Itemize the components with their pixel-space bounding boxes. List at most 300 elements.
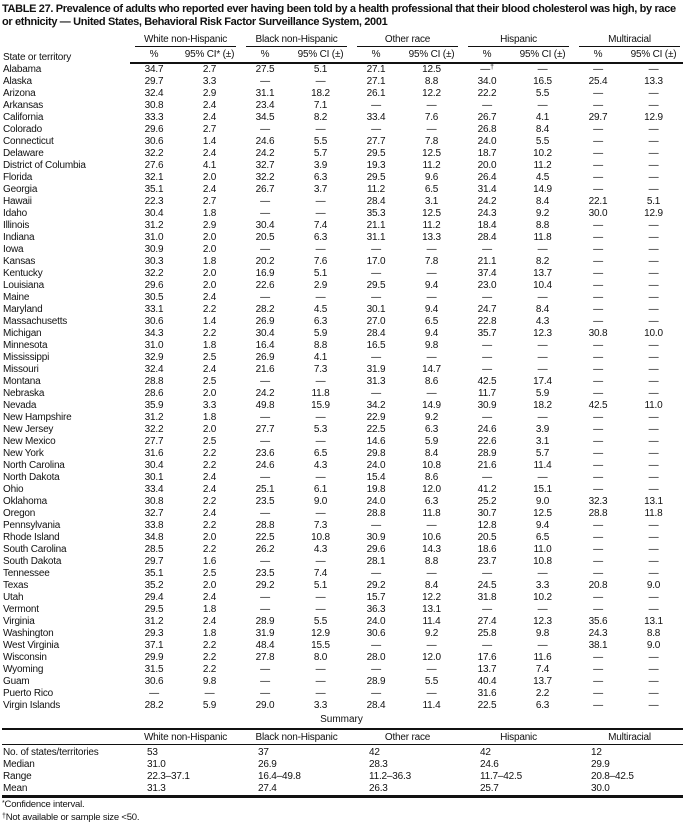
pct-value: 37.1 [144,640,164,651]
ci-value: — [426,640,437,651]
pct-value: 24.2 [255,148,275,159]
state-name: Missouri [3,364,39,375]
pct-value: 22.8 [477,316,497,327]
table-row [2,556,683,568]
ci-value: 6.3 [424,496,439,507]
pct-value: 31.2 [144,616,164,627]
group-header-hispanic: Hispanic [463,32,574,47]
ci-value: — [315,412,326,423]
pct-value: 28.8 [144,376,164,387]
pct-value: 28.9 [477,448,497,459]
state-name: Indiana [3,232,35,243]
ci-value: 2.4 [202,292,217,303]
pct-value: 22.6 [477,436,497,447]
ci-value: — [315,124,326,135]
ci-value: 13.7 [533,676,552,687]
ci-value: — [426,688,437,699]
state-name: Arkansas [3,100,44,111]
table-row [2,472,683,484]
state-column-header: State or territory [3,52,72,63]
pct-value: 26.4 [477,172,497,183]
pct-value: — [260,436,270,447]
table-row [2,280,683,292]
pct-value: 32.2 [144,268,164,279]
pct-value: 31.1 [255,88,275,99]
table-row [2,364,683,376]
ci-value: — [426,352,437,363]
pct-value: — [593,100,603,111]
ci-value: 12.3 [533,616,552,627]
ci-value: 2.2 [202,640,217,651]
ci-value: 5.1 [646,196,661,207]
pct-value: 31.2 [144,220,164,231]
ci-value: 16.5 [533,76,552,87]
pct-value: 33.4 [144,484,164,495]
pct-value: 34.8 [144,532,164,543]
pct-value: 32.7 [144,508,164,519]
ci-value: 2.4 [202,472,217,483]
pct-value: 31.6 [144,448,164,459]
table-row [2,676,683,688]
pct-value: — [260,124,270,135]
summary-value: 26.9 [258,759,277,770]
pct-value: — [593,376,603,387]
summary-header-black: Black non-Hispanic [241,729,352,745]
ci-value: 2.7 [202,64,217,75]
pct-value: 11.7 [478,388,496,399]
ci-value: — [204,688,215,699]
ci-value: 12.5 [422,208,441,219]
ci-value: 11.6 [533,652,552,663]
ci-value: 2.2 [202,448,217,459]
pct-value: 23.0 [477,280,497,291]
pct-value: 27.7 [144,436,164,447]
state-name: North Dakota [3,472,60,483]
table-row [2,328,683,340]
ci-value: — [537,352,548,363]
state-name: South Dakota [3,556,62,567]
pct-value: 32.4 [144,364,164,375]
ci-value: — [648,280,659,291]
pct-value: 31.1 [366,232,386,243]
summary-header-hispanic: Hispanic [463,729,574,745]
ci-value: — [315,436,326,447]
pct-value: — [482,472,492,483]
table-row [2,520,683,532]
ci-value: 2.0 [202,232,217,243]
pct-value: 29.5 [366,280,386,291]
pct-value: — [593,304,603,315]
pct-value: 30.6 [144,316,164,327]
table-row [2,184,683,196]
ci-value: — [537,472,548,483]
pct-value: — [593,436,603,447]
table-row [2,616,683,628]
ci-value: — [648,340,659,351]
summary-row [2,771,683,783]
group-header-black: Black non-Hispanic [241,32,352,47]
ci-value: 2.2 [202,544,217,555]
pct-value: — [593,412,603,423]
ci-value: 8.6 [424,472,439,483]
table-row [2,388,683,400]
pct-value: — [593,484,603,495]
ci-value: — [648,268,659,279]
ci-value: 8.2 [313,112,328,123]
pct-value: 23.5 [255,568,275,579]
state-name: West Virginia [3,640,59,651]
pct-value: — [593,160,603,171]
pct-value: — [371,568,381,579]
summary-header-spacer [2,729,130,745]
ci-value: 2.9 [202,88,217,99]
table-row [2,400,683,412]
pct-value: 14.6 [366,436,386,447]
pct-value: 31.8 [477,592,497,603]
dagger-marker: † [490,64,494,71]
footnote-marker: † [2,812,6,820]
state-name: Guam [3,676,30,687]
ci-value: 14.9 [533,184,552,195]
pct-value: 35.2 [144,580,164,591]
ci-value: 9.2 [535,208,550,219]
pct-value: 28.8 [366,508,386,519]
summary-value: 25.7 [480,783,499,794]
pct-value: 33.4 [366,112,386,123]
ci-value: 7.8 [424,256,439,267]
pct-value: 28.4 [477,232,497,243]
ci-value: 3.1 [424,196,439,207]
pct-value: — [260,376,270,387]
pct-value: 21.6 [477,460,497,471]
state-name: Virginia [3,616,35,627]
state-name: Texas [3,580,29,591]
ci-value: 4.3 [313,544,328,555]
pct-value: 27.5 [255,64,275,75]
ci-value: 14.3 [422,544,441,555]
pct-value: 27.7 [255,424,275,435]
pct-value: 30.3 [144,256,164,267]
pct-value: — [593,292,603,303]
ci-value: — [426,244,437,255]
ci-value: 1.8 [202,256,217,267]
state-name: Oregon [3,508,36,519]
ci-value: — [537,292,548,303]
pct-value: — [593,592,603,603]
pct-value: 36.3 [366,604,386,615]
pct-value: 21.1 [477,256,497,267]
ci-value: 12.2 [422,592,441,603]
state-name: New Hampshire [3,412,72,423]
ci-value: 7.8 [424,136,439,147]
ci-value: 5.5 [535,136,550,147]
ci-value: 2.0 [202,268,217,279]
ci-value: 13.1 [422,604,441,615]
pct-value: 22.5 [477,700,497,711]
ci-value: 8.4 [424,580,439,591]
ci-value: 12.9 [311,628,330,639]
ci-value: — [426,388,437,399]
summary-value: 28.3 [369,759,388,770]
pct-value: 17.0 [366,256,386,267]
ci-value: — [648,100,659,111]
ci-value: 14.9 [422,400,441,411]
summary-value: 42 [369,747,380,758]
ci-value: 5.7 [313,148,328,159]
pct-value: — [260,208,270,219]
pct-value: — [371,352,381,363]
table-row [2,340,683,352]
ci-value: 11.8 [311,388,330,399]
state-name: Nebraska [3,388,45,399]
ci-value: 6.1 [313,484,328,495]
ci-value: 11.4 [533,460,552,471]
pct-value: 20.5 [255,232,275,243]
footnote-text: Confidence interval. [4,799,85,810]
pct-value: 28.2 [144,700,164,711]
pct-value: 18.7 [477,148,497,159]
ci-value: 2.2 [202,520,217,531]
pct-value: — [482,640,492,651]
ci-value: 5.5 [535,88,550,99]
ci-value: — [648,412,659,423]
ci-value: — [648,436,659,447]
ci-value: — [648,544,659,555]
ci-value: — [315,592,326,603]
state-name: Delaware [3,148,44,159]
ci-value: — [648,172,659,183]
ci-value: 4.3 [535,316,550,327]
pct-value: — [593,556,603,567]
pct-value: 29.0 [255,700,275,711]
pct-value: 28.1 [366,556,386,567]
pct-value: — [593,604,603,615]
pct-value: — [482,412,492,423]
pct-value: — [260,664,270,675]
summary-value: 11.7–42.5 [480,771,522,782]
pct-value: 28.0 [366,652,386,663]
state-name: Arizona [3,88,36,99]
summary-header-white: White non-Hispanic [130,729,241,745]
ci-value: 2.4 [202,184,217,195]
pct-value: — [371,664,381,675]
pct-value: 22.5 [366,424,386,435]
ci-value: 12.2 [422,88,441,99]
pct-value: 17.6 [477,652,497,663]
pct-value: 26.7 [255,184,275,195]
pct-value: 30.6 [144,136,164,147]
ci-value: 2.0 [202,280,217,291]
state-name: Kentucky [3,268,43,279]
state-name: Connecticut [3,136,54,147]
ci-value: — [648,700,659,711]
table-row [2,244,683,256]
state-name: Wisconsin [3,652,47,663]
ci-value: — [648,148,659,159]
pct-value: 30.0 [588,208,608,219]
ci-value: 10.4 [533,280,552,291]
pct-value: 19.8 [366,484,386,495]
ci-value: 5.1 [313,64,328,75]
pct-value: — [593,280,603,291]
table-title: TABLE 27. Prevalence of adults who reported ever having been told by a health professional that their blood cholesterol was high, by race or ethnicity — United States, Behavioral Risk Factor Surveillance System, 2001 [2,3,676,28]
pct-value: 38.1 [588,640,608,651]
ci-value: — [315,664,326,675]
ci-value: 10.0 [644,328,663,339]
ci-value: — [537,100,548,111]
ci-value: 11.8 [533,232,552,243]
pct-value: 30.7 [477,508,497,519]
ci-value: 2.0 [202,580,217,591]
ci-value: 1.8 [202,604,217,615]
pct-value: 20.8 [588,580,608,591]
ci-value: 1.4 [202,316,217,327]
pct-value: 24.3 [477,208,497,219]
state-name: Vermont [3,604,39,615]
ci-value: — [537,364,548,375]
summary-value: 22.3–37.1 [147,771,190,782]
table-row [2,460,683,472]
ci-value: 2.2 [202,460,217,471]
pct-value: 27.6 [144,160,164,171]
pct-value: — [593,460,603,471]
pct-value: 29.6 [366,544,386,555]
ci-value: — [648,88,659,99]
ci-value: — [315,556,326,567]
pct-value: — [593,340,603,351]
table-row [2,412,683,424]
table-row [2,652,683,664]
pct-value: 42.5 [477,376,497,387]
ci-value: 3.1 [535,436,550,447]
ci-value: — [648,304,659,315]
ci-value: 8.8 [646,628,661,639]
state-name: Oklahoma [3,496,47,507]
ci-value: 1.8 [202,412,217,423]
pct-value: 13.7 [477,664,497,675]
ci-value: — [648,136,659,147]
pct-value: — [260,508,270,519]
ci-value: — [648,124,659,135]
pct-value: 32.1 [144,172,164,183]
pct-value: 35.6 [588,616,608,627]
ci-value: 13.1 [644,496,663,507]
ci-value: — [315,76,326,87]
group-header-multiracial: Multiracial [574,32,683,47]
ci-value: — [648,460,659,471]
pct-value: 29.6 [144,280,164,291]
ci-value: 2.4 [202,616,217,627]
ci-value: — [648,364,659,375]
ci-value: 2.0 [202,424,217,435]
pct-value: — [260,556,270,567]
state-name: Maine [3,292,30,303]
ci-value: 3.3 [202,76,217,87]
ci-value: 1.4 [202,136,217,147]
ci-header: 95% CI* (±) [178,47,241,63]
ci-value: 3.9 [535,424,550,435]
pct-value: 31.5 [144,664,164,675]
table-row [2,112,683,124]
pct-value: 32.2 [144,148,164,159]
ci-value: 11.0 [533,544,552,555]
ci-value: — [426,100,437,111]
ci-header: 95% CI (±) [400,47,463,63]
summary-row-label: Range [3,771,32,782]
state-name: District of Columbia [3,160,86,171]
table-row [2,592,683,604]
state-name: Michigan [3,328,42,339]
pct-value: 30.8 [144,100,164,111]
ci-value: 5.5 [424,676,439,687]
pct-value: 28.5 [144,544,164,555]
ci-value: 2.4 [202,112,217,123]
ci-value: 1.8 [202,628,217,639]
pct-value: 24.0 [366,496,386,507]
ci-value: 11.2 [422,160,441,171]
ci-value: — [648,688,659,699]
pct-value: 23.7 [477,556,497,567]
ci-value: 6.5 [535,532,550,543]
ci-value: 2.0 [202,388,217,399]
pct-value: 30.9 [366,532,386,543]
pct-value: — [593,544,603,555]
ci-value: — [315,604,326,615]
pct-value: 28.4 [366,196,386,207]
state-name: Colorado [3,124,42,135]
pct-value: — [260,604,270,615]
summary-value: 31.0 [147,759,166,770]
state-name: Hawaii [3,196,32,207]
ci-value: 13.3 [422,232,441,243]
pct-value: — [593,244,603,255]
ci-value: 11.2 [422,220,441,231]
pct-value: 25.8 [477,628,497,639]
ci-value: 12.5 [533,508,552,519]
ci-value: 7.6 [313,256,328,267]
ci-value: 9.0 [646,580,661,591]
pct-value: — [593,124,603,135]
ci-value: 8.4 [535,124,550,135]
ci-value: — [648,292,659,303]
ci-value: — [537,568,548,579]
pct-value: 29.8 [366,448,386,459]
pct-value: — [593,88,603,99]
pct-value: 40.4 [477,676,497,687]
ci-value: 14.7 [422,364,441,375]
pct-value: 24.0 [366,460,386,471]
state-name: Pennsylvania [3,520,61,531]
pct-header: % [130,47,178,63]
pct-value: 22.6 [255,280,275,291]
state-name: Wyoming [3,664,44,675]
ci-value: 8.8 [535,220,550,231]
table-row [2,628,683,640]
ci-value: — [537,412,548,423]
summary-value: 16.4–49.8 [258,771,301,782]
pct-value: 26.2 [255,544,275,555]
state-name: Virgin Islands [3,700,61,711]
state-name: Alabama [3,63,42,75]
ci-value: — [537,640,548,651]
pct-value: — [260,244,270,255]
pct-value: — [371,388,381,399]
pct-value: 32.3 [588,496,608,507]
table-row [2,640,683,652]
ci-value: — [648,184,659,195]
pct-value: 31.2 [144,412,164,423]
pct-value: 24.2 [477,196,497,207]
